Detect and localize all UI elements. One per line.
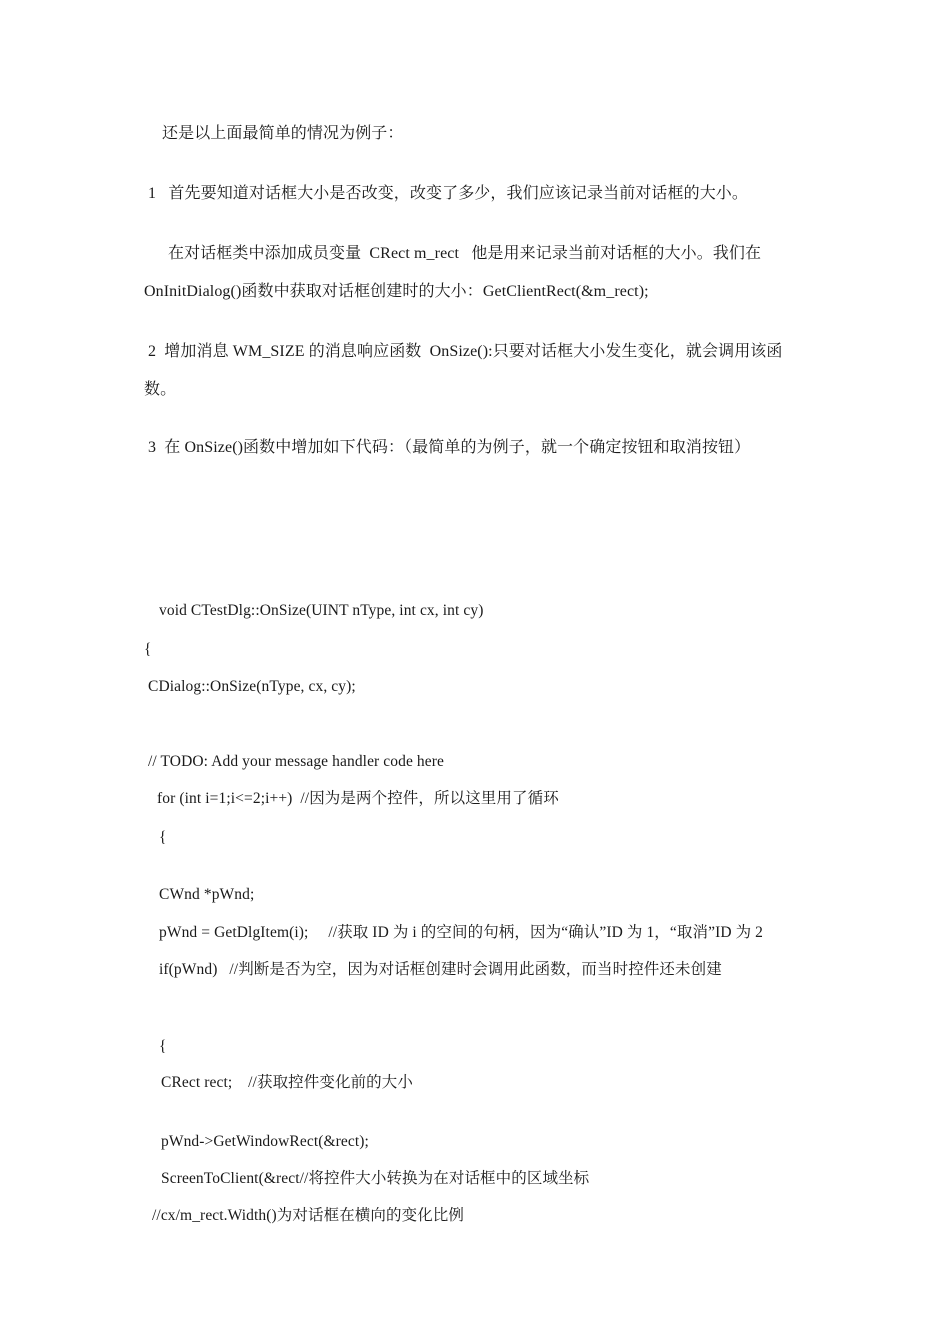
code-line-base-call: CDialog::OnSize(nType, cx, cy); [148,678,356,695]
code-line-ratio-comment: //cx/m_rect.Width()为对话框在横向的变化比例 [152,1207,465,1224]
code-line-for-loop: for (int i=1;i<=2;i++) //因为是两个控件，所以这里用了循环 [157,790,559,807]
code-line-function-signature: void CTestDlg::OnSize(UINT nType, int cx, int cy) [159,602,484,619]
step-2-line-1: 2 增加消息 WM_SIZE 的消息响应函数 OnSize():只要对话框大小发生变化，就会调用该函 [148,343,783,360]
code-line-loop-open-brace: { [159,829,167,846]
intro-paragraph: 还是以上面最简单的情况为例子： [162,125,404,142]
code-line-if-open-brace: { [159,1038,167,1055]
step-1-detail-line-1: 在对话框类中添加成员变量 CRect m_rect 他是用来记录当前对话框的大小。我们在 [168,245,762,262]
code-line-screentoclient: ScreenToClient(&rect//将控件大小转换为在对话框中的区域坐标 [161,1170,590,1187]
code-line-getdlgitem: pWnd = GetDlgItem(i); //获取 ID 为 i 的空间的句柄，因为“确认”ID 为 1，“取消”ID 为 2 [159,924,764,941]
code-line-if-pwnd: if(pWnd) //判断是否为空，因为对话框创建时会调用此函数，而当时控件还未创建 [159,961,722,978]
code-line-todo-comment: // TODO: Add your message handler code here [148,753,444,770]
step-1-detail-line-2: OnInitDialog()函数中获取对话框创建时的大小：GetClientRect(&m_rect); [144,283,649,300]
code-line-getwindowrect: pWnd->GetWindowRect(&rect); [161,1133,369,1150]
step-2-line-2: 数。 [144,381,177,398]
step-3-paragraph: 3 在 OnSize()函数中增加如下代码：（最简单的为例子，就一个确定按钮和取消按钮） [148,439,751,456]
code-line-pwnd-decl: CWnd *pWnd; [159,886,255,903]
code-line-open-brace: { [144,641,152,658]
step-1-paragraph: 1 首先要知道对话框大小是否改变，改变了多少，我们应该记录当前对话框的大小。 [148,185,749,202]
code-line-crect-decl: CRect rect; //获取控件变化前的大小 [161,1074,413,1091]
